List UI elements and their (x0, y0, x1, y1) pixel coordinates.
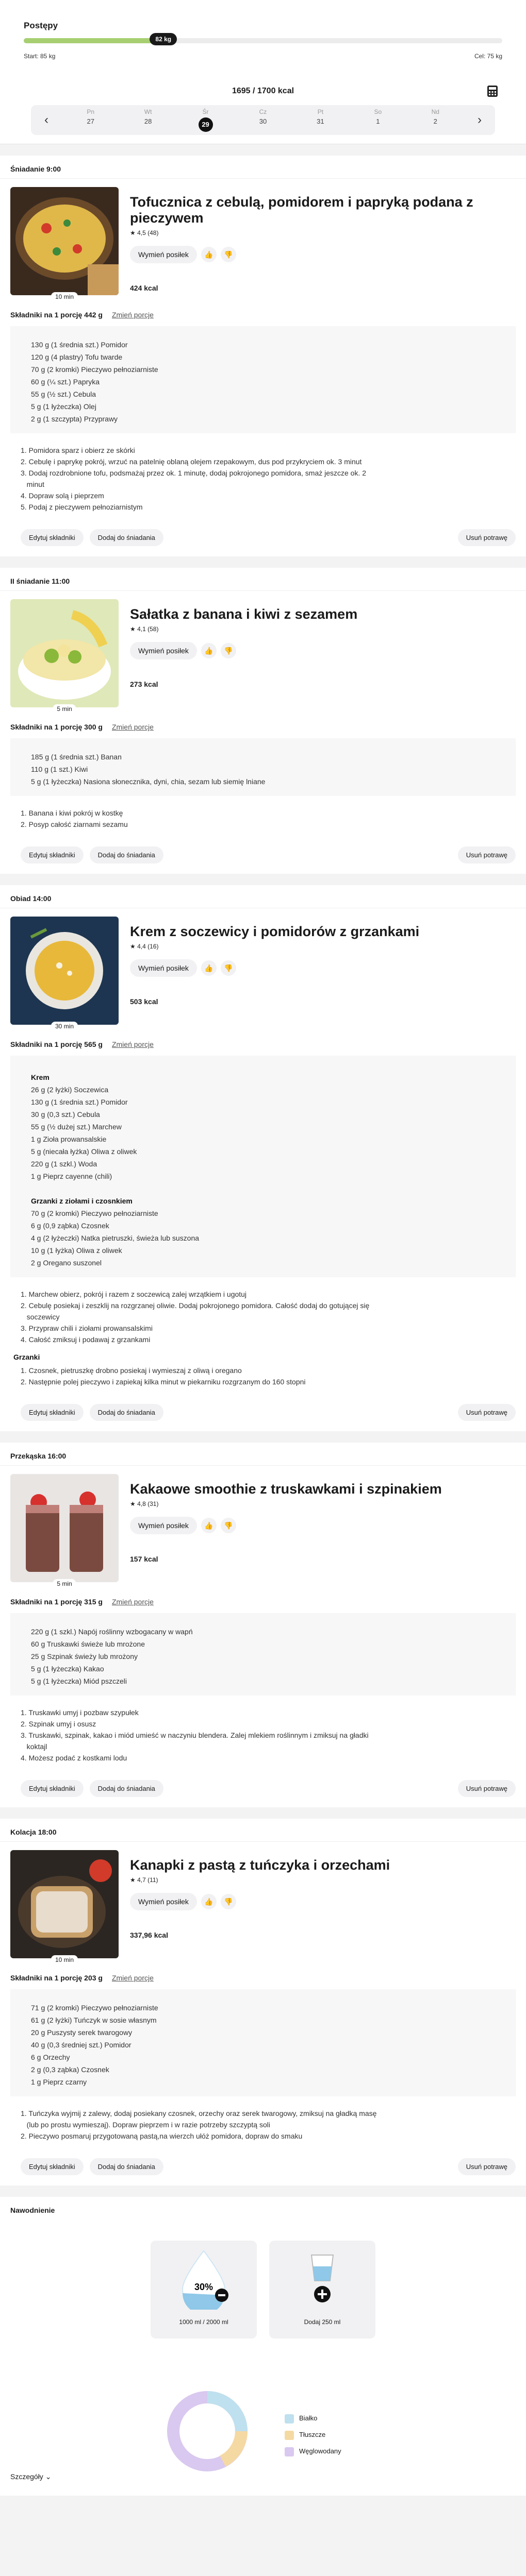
add-to-breakfast-button[interactable]: Dodaj do śniadania (90, 1780, 163, 1797)
ingredient-group-title: Krem (31, 1073, 50, 1081)
day-name: Pn (87, 108, 95, 115)
ingredient-line: 120 g (4 plastry) Tofu twarde (31, 353, 123, 361)
step-line: 2. Cebulę posiekaj i zeszklij na rozgrzanej oliwie. Dodaj pokrojonego pomidora. Całość dodaj do gotującej się (21, 1301, 370, 1310)
ingredient-line: 5 g (niecała łyżka) Oliwa z oliwek (31, 1147, 137, 1156)
day-name: Cz (259, 108, 267, 115)
thumbs-down-icon[interactable]: 👎 (221, 1518, 236, 1533)
ingredient-line: 1 g Pieprz cayenne (chili) (31, 1172, 112, 1180)
day-number: 31 (317, 117, 324, 125)
day-name: Śr (202, 108, 209, 115)
meal-header: II śniadanie 11:00 (0, 568, 526, 591)
daily-kcal: 1695 / 1700 kcal (232, 87, 294, 95)
meal-kcal: 424 kcal (130, 284, 158, 293)
day-number: 29 (199, 117, 213, 132)
ingredient-line: 30 g (0,3 szt.) Cebula (31, 1110, 100, 1118)
swap-meal-button[interactable]: Wymień posiłek (130, 959, 197, 977)
step-line: 1. Czosnek, pietruszkę drobno posiekaj i wymieszaj z oliwą i oregano (21, 1366, 242, 1375)
step-line: 1. Banana i kiwi pokrój w kostkę (21, 809, 123, 817)
meal-rating: ★ 4,4 (16) (130, 943, 159, 951)
meal-photo[interactable] (10, 1850, 119, 1963)
water-amount: 1000 ml / 2000 ml (179, 2318, 228, 2326)
steps-group-title: Grzanki (13, 1353, 40, 1361)
minus-icon[interactable] (218, 2294, 225, 2296)
ingredient-line: 61 g (2 łyżki) Tuńczyk w sosie własnym (31, 2016, 157, 2024)
swap-meal-button[interactable]: Wymień posiłek (130, 1517, 197, 1534)
thumbs-up-icon[interactable]: 👍 (201, 1518, 217, 1533)
day-2[interactable] (407, 108, 464, 132)
calculator-icon[interactable] (486, 84, 499, 98)
add-to-breakfast-button[interactable]: Dodaj do śniadania (90, 529, 163, 546)
start-weight: Start: 85 kg (24, 53, 56, 60)
step-line: minut (21, 480, 44, 488)
ingredient-line: 70 g (2 kromki) Pieczywo pełnoziarniste (31, 365, 158, 374)
ingredient-line: 60 g (¼ szt.) Papryka (31, 378, 100, 386)
thumbs-up-icon[interactable]: 👍 (201, 960, 217, 976)
step-line: 2. Szpinak umyj i osusz (21, 1720, 96, 1728)
ingredient-line: 130 g (1 średnia szt.) Pomidor (31, 341, 128, 349)
ingredient-line: 6 g Orzechy (31, 2053, 70, 2061)
day-31[interactable] (292, 108, 349, 132)
ingredient-line: 1 g Zioła prowansalskie (31, 1135, 107, 1143)
ingredient-line: 130 g (1 średnia szt.) Pomidor (31, 1098, 128, 1106)
remove-dish-button[interactable]: Usuń potrawę (458, 1780, 516, 1797)
meal-rating: ★ 4,8 (31) (130, 1500, 159, 1508)
thumbs-down-icon[interactable]: 👎 (221, 960, 236, 976)
weight-progress-bar (24, 38, 502, 43)
thumbs-up-icon[interactable]: 👍 (201, 643, 217, 658)
step-line: koktajl (21, 1742, 47, 1751)
ingredient-line: 70 g (2 kromki) Pieczywo pełnoziarniste (31, 1209, 158, 1217)
swap-meal-button[interactable]: Wymień posiłek (130, 1893, 197, 1910)
step-line: 5. Podaj z pieczywem pełnoziarnistym (21, 503, 143, 511)
step-line: 4. Całość zmiksuj i podawaj z grzankami (21, 1335, 151, 1344)
add-to-breakfast-button[interactable]: Dodaj do śniadania (90, 2158, 163, 2175)
prep-time: 30 min (51, 1022, 78, 1031)
legend-protein: Białko (299, 2414, 318, 2422)
portion-info: Składniki na 1 porcję 565 g (10, 1040, 103, 1048)
day-number: 30 (259, 117, 267, 125)
legend-fat: Tłuszcze (299, 2431, 326, 2438)
remove-dish-button[interactable]: Usuń potrawę (458, 529, 516, 546)
step-line: 1. Marchew obierz, pokrój i razem z soczewicą zalej wrzątkiem i ugotuj (21, 1290, 247, 1298)
ingredient-line: 10 g (1 łyżka) Oliwa z oliwek (31, 1246, 122, 1255)
meal-card (0, 568, 526, 874)
meal-card (0, 1819, 526, 2185)
chevron-down-icon: ⌄ (45, 2472, 52, 2481)
step-line: (lub po prostu wymieszaj). Dopraw pieprzem i w razie potrzeby szczyptą soli (21, 2121, 270, 2129)
ingredient-line: 220 g (1 szkl.) Napój roślinny wzbogacany w wapń (31, 1628, 193, 1636)
meal-kcal: 337,96 kcal (130, 1931, 168, 1940)
meal-photo[interactable] (10, 917, 119, 1030)
edit-ingredients-button[interactable]: Edytuj składniki (21, 846, 84, 863)
water-percent: 30% (194, 2282, 213, 2292)
change-portion-link[interactable]: Zmień porcje (111, 723, 154, 731)
edit-ingredients-button[interactable]: Edytuj składniki (21, 1780, 84, 1797)
ingredients-list (10, 326, 516, 433)
recipe-steps (0, 796, 526, 835)
portion-info: Składniki na 1 porcję 300 g (10, 723, 103, 731)
change-portion-link[interactable]: Zmień porcje (111, 1974, 154, 1982)
day-1[interactable] (349, 108, 406, 132)
day-number: 28 (144, 117, 152, 125)
ingredient-line: 220 g (1 szkl.) Woda (31, 1160, 97, 1168)
step-line: 2. Następnie polej pieczywo i zapiekaj kilka minut w piekarniku rozgrzanym do 160 stopni (21, 1378, 306, 1386)
day-28[interactable] (119, 108, 176, 132)
day-name: So (374, 108, 382, 115)
ingredient-line: 5 g (1 łyżeczka) Nasiona słonecznika, dyni, chia, sezam lub siemię lniane (31, 777, 266, 786)
meal-card (0, 156, 526, 556)
progress-section (0, 0, 526, 84)
edit-ingredients-button[interactable]: Edytuj składniki (21, 2158, 84, 2175)
swap-meal-button[interactable]: Wymień posiłek (130, 642, 197, 659)
macro-donut-chart (161, 2385, 254, 2478)
edit-ingredients-button[interactable]: Edytuj składniki (21, 529, 84, 546)
step-line: 3. Truskawki, szpinak, kakao i miód umieść w naczyniu blendera. Zalej mlekiem roślinnym i zmiksuj na gładki (21, 1731, 369, 1739)
change-portion-link[interactable]: Zmień porcje (111, 1040, 154, 1048)
meal-title[interactable]: Kakaowe smoothie z truskawkami i szpinakiem (130, 1481, 442, 1497)
details-toggle[interactable] (10, 2472, 51, 2481)
add-to-breakfast-button[interactable]: Dodaj do śniadania (90, 846, 163, 863)
meal-rating: ★ 4,7 (11) (130, 1876, 158, 1884)
thumbs-up-icon[interactable]: 👍 (201, 247, 217, 262)
prep-time: 5 min (53, 1579, 76, 1588)
hydration-title: Nawodnienie (10, 2206, 55, 2214)
swap-meal-button[interactable]: Wymień posiłek (130, 246, 197, 263)
prep-time: 5 min (53, 704, 76, 714)
meal-kcal: 503 kcal (130, 997, 158, 1006)
meal-header: Śniadanie 9:00 (0, 156, 526, 179)
legend-carbs: Węglowodany (299, 2447, 341, 2455)
step-line: 3. Przypraw chili i ziołami prowansalskimi (21, 1324, 153, 1332)
progress-title: Postępy (24, 21, 58, 30)
remove-dish-button[interactable]: Usuń potrawę (458, 846, 516, 863)
portion-info: Składniki na 1 porcję 203 g (10, 1974, 103, 1982)
meal-header: Przekąska 16:00 (0, 1443, 526, 1466)
ingredient-line: 2 g Oregano suszonel (31, 1259, 102, 1267)
meal-kcal: 273 kcal (130, 680, 158, 689)
prep-time: 10 min (51, 1955, 78, 1964)
water-drop-icon (175, 2248, 232, 2310)
edit-ingredients-button[interactable]: Edytuj składniki (21, 1404, 84, 1421)
meal-kcal: 157 kcal (130, 1555, 158, 1564)
meal-header: Kolacja 18:00 (0, 1819, 526, 1842)
step-line: 2. Pieczywo posmaruj przygotowaną pastą,na wierzch ułóż pomidora, dopraw do smaku (21, 2132, 303, 2140)
meal-photo[interactable] (10, 187, 119, 300)
recipe-steps (0, 1277, 526, 1393)
hydration-section (0, 2197, 526, 2496)
ingredient-line: 60 g Truskawki świeże lub mrożone (31, 1640, 145, 1648)
ingredients-list (10, 738, 516, 796)
meal-title[interactable]: Sałatka z banana i kiwi z sezamem (130, 606, 358, 622)
day-name: Nd (431, 108, 439, 115)
thumbs-down-icon[interactable]: 👎 (221, 643, 236, 658)
step-line: 1. Tuńczyka wyjmij z zalewy, dodaj posiekany czosnek, orzechy oraz serek twarogowy, zmiksuj na gładką masę (21, 2109, 377, 2117)
ingredient-line: 5 g (1 łyżeczka) Miód pszczeli (31, 1677, 127, 1685)
day-name: Pt (317, 108, 324, 115)
meal-title[interactable]: Kanapki z pastą z tuńczyka i orzechami (130, 1857, 390, 1873)
prep-time: 10 min (51, 292, 78, 301)
ingredient-line: 26 g (2 łyżki) Soczewica (31, 1086, 109, 1094)
meal-photo[interactable] (10, 1474, 119, 1587)
step-line: 4. Dopraw solą i pieprzem (21, 492, 104, 500)
ingredient-line: 2 g (0,3 ząbka) Czosnek (31, 2065, 109, 2074)
day-selector (0, 84, 526, 144)
ingredient-line: 25 g Szpinak świeży lub mrożony (31, 1652, 138, 1660)
current-weight-badge: 82 kg (150, 33, 177, 45)
thumbs-up-icon[interactable]: 👍 (201, 1894, 217, 1909)
ingredient-line: 55 g (½ szt.) Cebula (31, 390, 96, 398)
thumbs-down-icon[interactable]: 👎 (221, 1894, 236, 1909)
macro-legend (285, 2410, 341, 2460)
ingredient-line: 5 g (1 łyżeczka) Kakao (31, 1665, 104, 1673)
details-label: Szczegóły (10, 2472, 43, 2481)
day-29[interactable] (177, 108, 234, 132)
change-portion-link[interactable]: Zmień porcje (111, 1598, 154, 1606)
meal-card (0, 1443, 526, 1807)
meal-rating: ★ 4,1 (58) (130, 625, 159, 633)
meal-rating: ★ 4,5 (48) (130, 229, 159, 237)
ingredient-line: 5 g (1 łyżeczka) Olej (31, 402, 96, 411)
ingredient-group-title: Grzanki z ziołami i czosnkiem (31, 1197, 133, 1205)
ingredient-line: 40 g (0,3 średniej szt.) Pomidor (31, 2041, 132, 2049)
ingredient-line: 55 g (½ dużej szt.) Marchew (31, 1123, 122, 1131)
change-portion-link[interactable]: Zmień porcje (111, 311, 154, 319)
meal-title[interactable]: Tofucznica z cebulą, pomidorem i papryką podana z pieczywem (130, 194, 473, 226)
water-progress-card (151, 2241, 257, 2338)
recipe-steps (0, 1696, 526, 1769)
remove-dish-button[interactable]: Usuń potrawę (458, 1404, 516, 1421)
meal-header: Obiad 14:00 (0, 885, 526, 908)
add-water-card[interactable] (269, 2241, 375, 2338)
step-line: 3. Dodaj rozdrobnione tofu, podsmażaj przez ok. 1 minutę, dodaj pokrojonego pomidora, smaż jeszcze ok. 2 (21, 469, 367, 477)
ingredients-list (10, 1989, 516, 2096)
day-27[interactable] (62, 108, 119, 132)
ingredient-line: 4 g (2 łyżeczki) Natka pietruszki, świeża lub suszona (31, 1234, 200, 1242)
ingredient-line: 110 g (1 szt.) Kiwi (31, 765, 88, 773)
next-week-icon[interactable]: › (478, 113, 482, 127)
step-line: 1. Truskawki umyj i pozbaw szypułek (21, 1708, 139, 1717)
meal-card (0, 885, 526, 1431)
day-name: Wt (144, 108, 152, 115)
ingredient-line: 71 g (2 kromki) Pieczywo pełnoziarniste (31, 2004, 158, 2012)
goal-weight: Cel: 75 kg (474, 53, 502, 60)
ingredient-line: 185 g (1 średnia szt.) Banan (31, 753, 122, 761)
remove-dish-button[interactable]: Usuń potrawę (458, 2158, 516, 2175)
day-number: 1 (376, 117, 380, 125)
meal-photo[interactable] (10, 599, 119, 713)
ingredient-line: 6 g (0,9 ząbka) Czosnek (31, 1222, 109, 1230)
glass-icon (304, 2248, 340, 2310)
step-line: soczewicy (21, 1313, 60, 1321)
step-line: 2. Posyp całość ziarnami sezamu (21, 820, 128, 828)
step-line: 1. Pomidora sparz i obierz ze skórki (21, 446, 135, 454)
day-number: 27 (87, 117, 94, 125)
ingredient-line: 1 g Pieprz czarny (31, 2078, 87, 2086)
day-30[interactable] (234, 108, 291, 132)
add-water-label: Dodaj 250 ml (304, 2318, 341, 2326)
ingredient-line: 2 g (1 szczypta) Przyprawy (31, 415, 118, 423)
ingredients-list (10, 1613, 516, 1696)
step-line: 4. Możesz podać z kostkami lodu (21, 1754, 127, 1762)
meal-title[interactable]: Krem z soczewicy i pomidorów z grzankami (130, 924, 420, 939)
recipe-steps (0, 433, 526, 518)
prev-week-icon[interactable]: ‹ (44, 113, 48, 127)
thumbs-down-icon[interactable]: 👎 (221, 247, 236, 262)
weight-progress-fill (24, 38, 167, 43)
portion-info: Składniki na 1 porcję 315 g (10, 1598, 103, 1606)
add-to-breakfast-button[interactable]: Dodaj do śniadania (90, 1404, 163, 1421)
step-line: 2. Cebulę i paprykę pokrój, wrzuć na patelnię oblaną olejem rzepakowym, dus pod przykryciem ok. 3 minut (21, 457, 362, 466)
day-number: 2 (433, 117, 437, 125)
portion-info: Składniki na 1 porcję 442 g (10, 311, 103, 319)
ingredient-line: 20 g Puszysty serek twarogowy (31, 2028, 133, 2037)
ingredients-list (10, 1056, 516, 1277)
recipe-steps (0, 2096, 526, 2147)
